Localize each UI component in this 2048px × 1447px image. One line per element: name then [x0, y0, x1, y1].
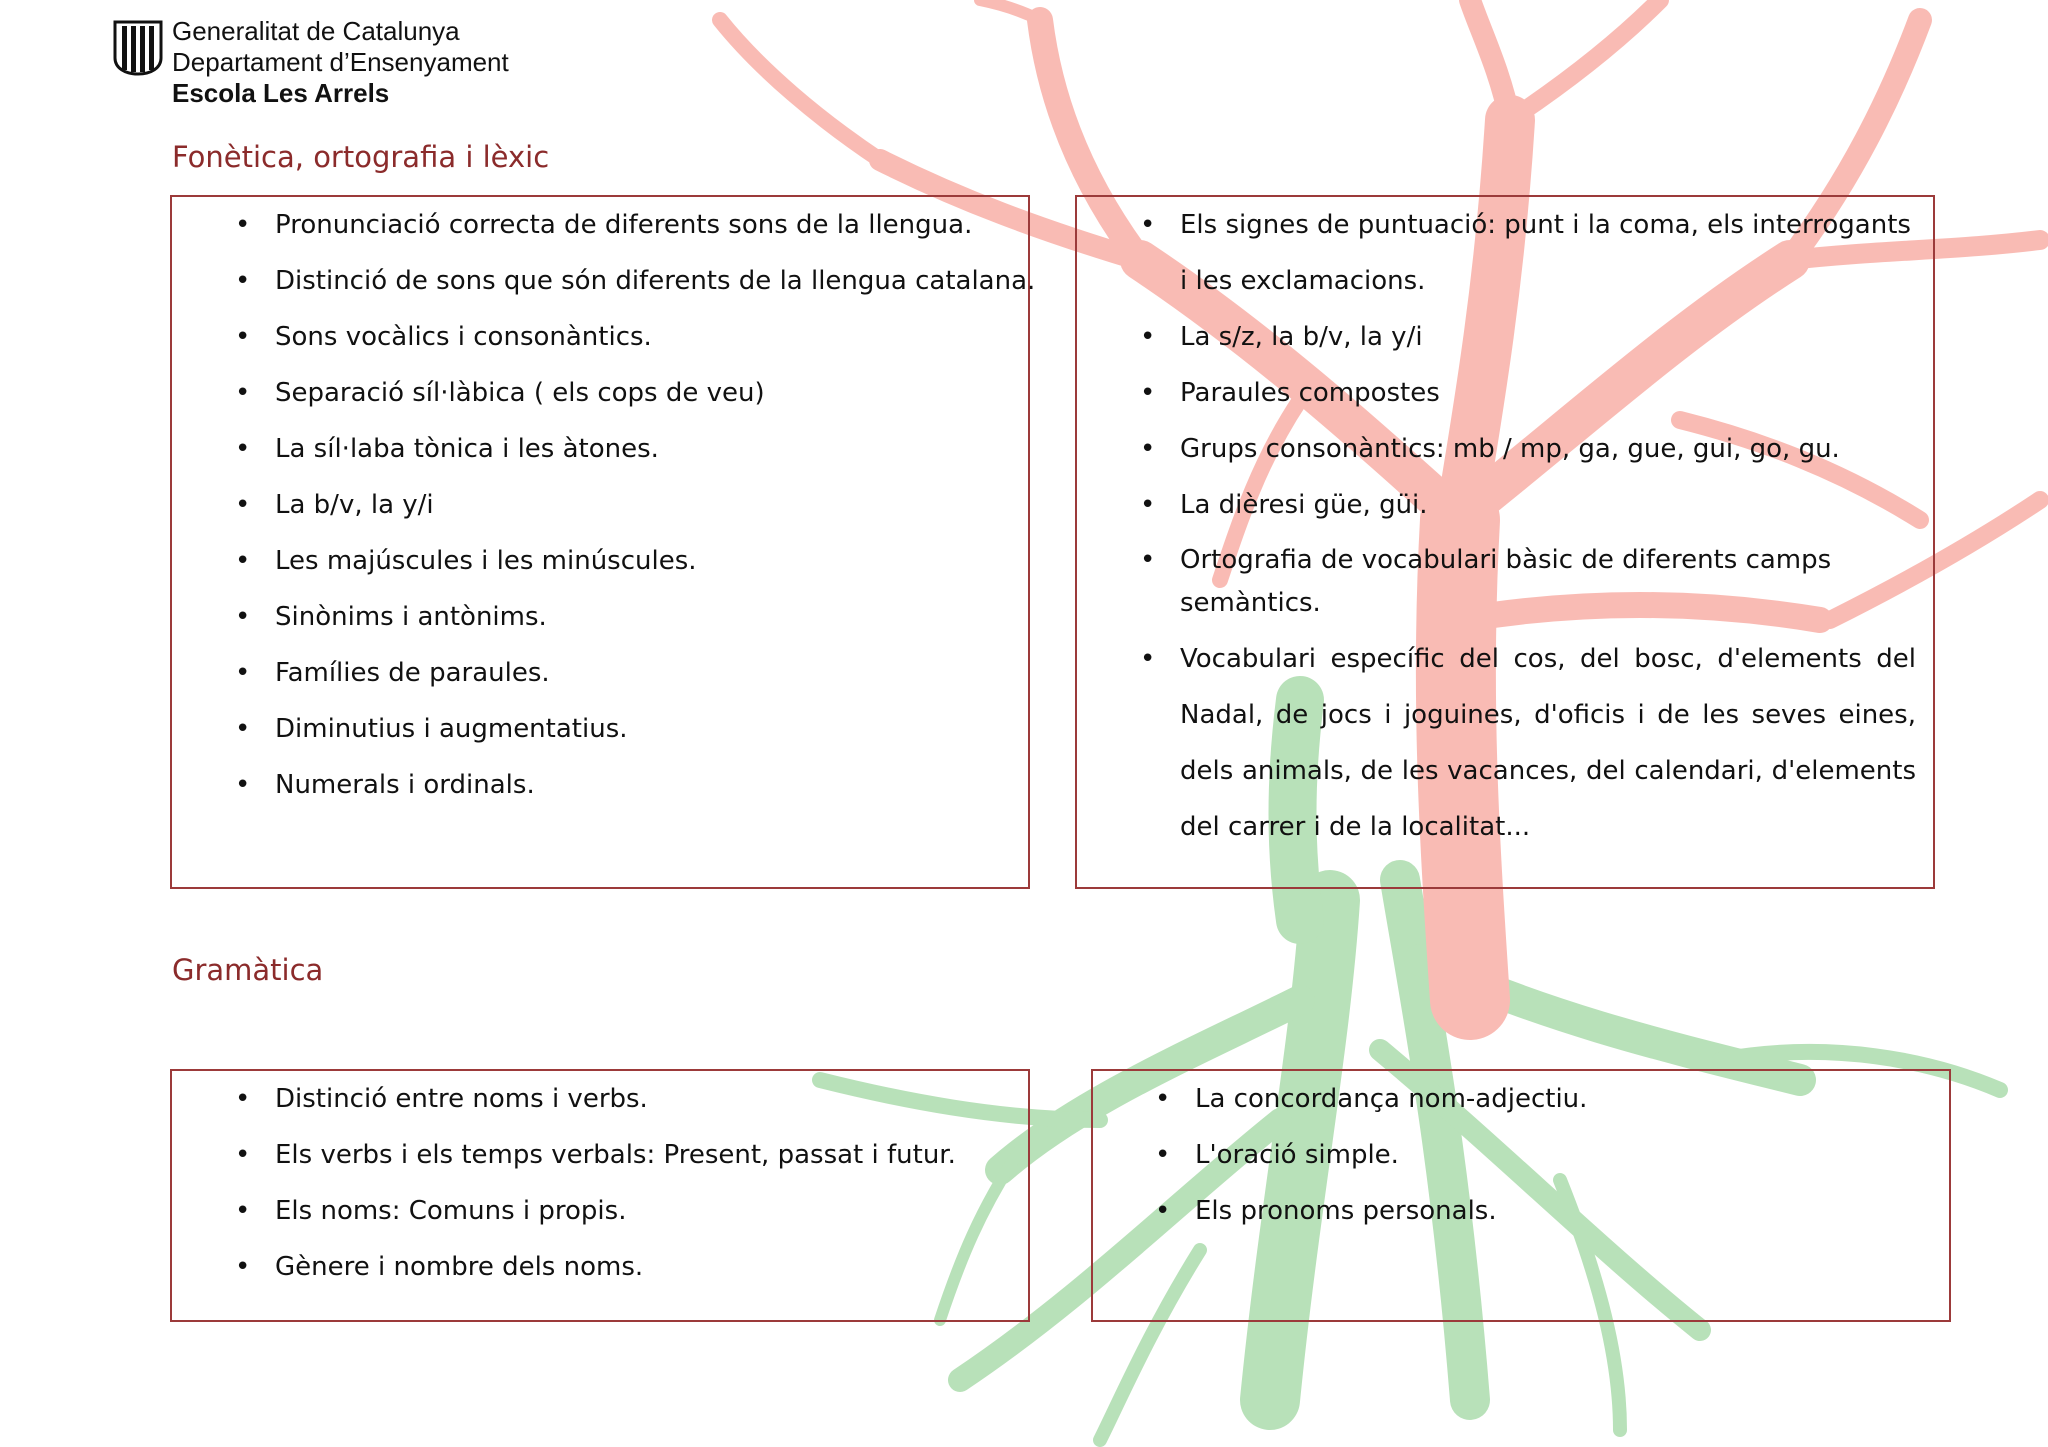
fonetica-left-list	[235, 197, 1036, 813]
list-item: • Gènere i nombre dels noms.	[235, 1239, 995, 1295]
list-item: • Els noms: Comuns i propis.	[235, 1183, 995, 1239]
list-item: • Separació síl·làbica ( els cops de veu)	[235, 365, 995, 421]
section-title-fonetica: Fonètica, ortografia i lèxic	[172, 140, 550, 174]
list-item: • Grups consonàntics: mb / mp, ga, gue, gui, go, gu.	[1140, 421, 1916, 477]
list-item: • Paraules compostes	[1140, 365, 1916, 421]
list-item: • Ortografia de vocabulari bàsic de diferents camps semàntics.	[1140, 533, 1916, 631]
list-item: • Numerals i ordinals.	[235, 757, 995, 813]
list-item: • Diminutius i augmentatius.	[235, 701, 995, 757]
list-item: • Sinònims i antònims.	[235, 589, 995, 645]
list-item: • La s/z, la b/v, la y/i	[1140, 309, 1916, 365]
list-item: • La b/v, la y/i	[235, 477, 995, 533]
list-item: • La dièresi güe, güi.	[1140, 477, 1916, 533]
header-org-block	[172, 16, 509, 109]
section-title-gramatica: Gramàtica	[172, 953, 324, 987]
fonetica-right-list	[1140, 197, 1916, 855]
list-item: • L'oració simple.	[1155, 1127, 1915, 1183]
gramatica-left-list	[235, 1071, 995, 1295]
header-org-line1: Generalitat de Catalunya	[172, 16, 460, 46]
list-item: • Els verbs i els temps verbals: Present, passat i futur.	[235, 1127, 995, 1183]
list-item: • La concordança nom-adjectiu.	[1155, 1071, 1915, 1127]
list-item: • Famílies de paraules.	[235, 645, 995, 701]
list-item: • Les majúscules i les minúscules.	[235, 533, 995, 589]
list-item: • Distinció entre noms i verbs.	[235, 1071, 995, 1127]
list-item: • La síl·laba tònica i les àtones.	[235, 421, 995, 477]
header-school-name: Escola Les Arrels	[172, 78, 390, 108]
list-item: • Distinció de sons que són diferents de la llengua catalana.	[235, 253, 995, 309]
gramatica-right-list	[1155, 1071, 1915, 1239]
list-item: • Els signes de puntuació: punt i la coma, els interrogants i les exclamacions.	[1140, 197, 1916, 309]
header-org-line2: Departament d’Ensenyament	[172, 47, 509, 77]
list-item: • Sons vocàlics i consonàntics.	[235, 309, 995, 365]
list-item: • Pronunciació correcta de diferents sons de la llengua.	[235, 197, 995, 253]
list-item: • Vocabulari específic del cos, del bosc, d'elements del Nadal, de jocs i joguines, d'oficis i de les seves eines, dels animals, de les vacances, del calendari, d'elements del carrer i de la localitat...	[1140, 631, 1916, 855]
generalitat-stripes-icon	[113, 20, 163, 76]
list-item: • Els pronoms personals.	[1155, 1183, 1915, 1239]
